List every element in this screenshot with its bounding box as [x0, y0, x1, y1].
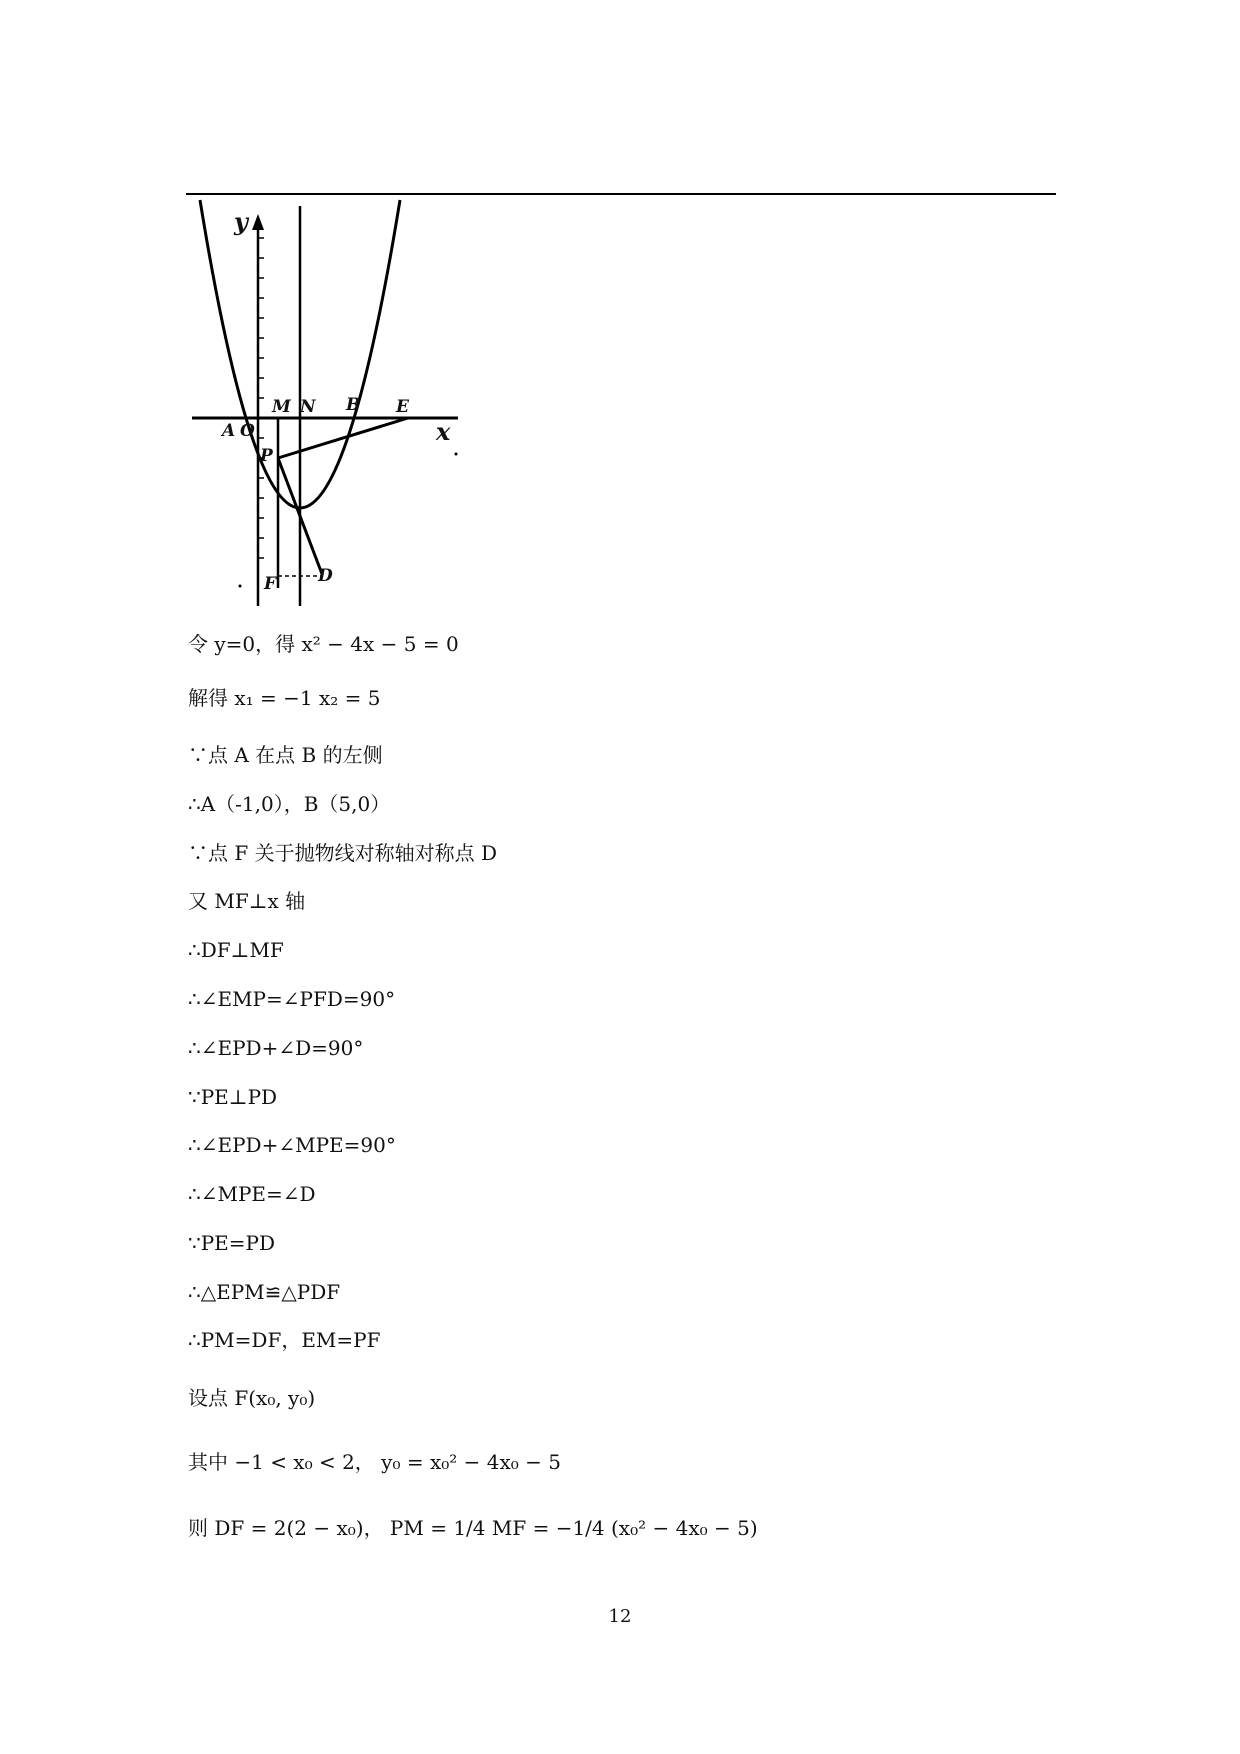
label-b: B: [346, 395, 361, 415]
line-14: ∴△EPM≌△PDF: [188, 1280, 341, 1304]
line-17: 其中 −1 < x₀ < 2， y₀ = x₀² − 4x₀ − 5: [188, 1450, 561, 1474]
parabola-figure: [186, 196, 476, 616]
line-8: ∴∠EMP=∠PFD=90°: [188, 987, 396, 1011]
label-e: E: [396, 397, 409, 417]
header-rule: [186, 193, 1056, 195]
y-axis-arrow: [252, 214, 264, 230]
line-15: ∴PM=DF，EM=PF: [188, 1328, 381, 1352]
label-a: A: [222, 421, 236, 441]
dot-left: [239, 585, 242, 588]
line-16: 设点 F(x₀, y₀): [188, 1386, 316, 1410]
line-9: ∴∠EPD+∠D=90°: [188, 1036, 364, 1060]
label-x-axis: x: [436, 417, 451, 446]
line-10: ∵PE⊥PD: [188, 1085, 278, 1109]
line-12: ∴∠MPE=∠D: [188, 1182, 316, 1206]
line-6: 又 MF⊥x 轴: [188, 889, 306, 913]
label-f: F: [264, 574, 277, 594]
label-m: M: [272, 397, 291, 417]
line-2: 解得 x₁ = −1 x₂ = 5: [188, 686, 381, 710]
line-4: ∴A（-1,0），B（5,0）: [188, 792, 391, 816]
line-18: 则 DF = 2(2 − x₀)， PM = 1/4 MF = −1/4 (x₀² − 4x₀ − 5): [188, 1516, 758, 1540]
label-o: O: [240, 421, 255, 441]
page-number: 12: [608, 1606, 632, 1627]
line-7: ∴DF⊥MF: [188, 938, 284, 962]
label-d: D: [318, 566, 333, 586]
dot-right: [455, 453, 458, 456]
line-13: ∵PE=PD: [188, 1231, 276, 1255]
line-5: ∵点 F 关于抛物线对称轴对称点 D: [188, 841, 497, 865]
line-3: ∵点 A 在点 B 的左侧: [188, 743, 383, 767]
line-11: ∴∠EPD+∠MPE=90°: [188, 1133, 396, 1157]
line-1: 令 y=0，得 x² − 4x − 5 = 0: [188, 632, 459, 656]
label-n: N: [300, 397, 316, 417]
label-y-axis: y: [234, 207, 248, 236]
label-p: P: [260, 446, 273, 466]
